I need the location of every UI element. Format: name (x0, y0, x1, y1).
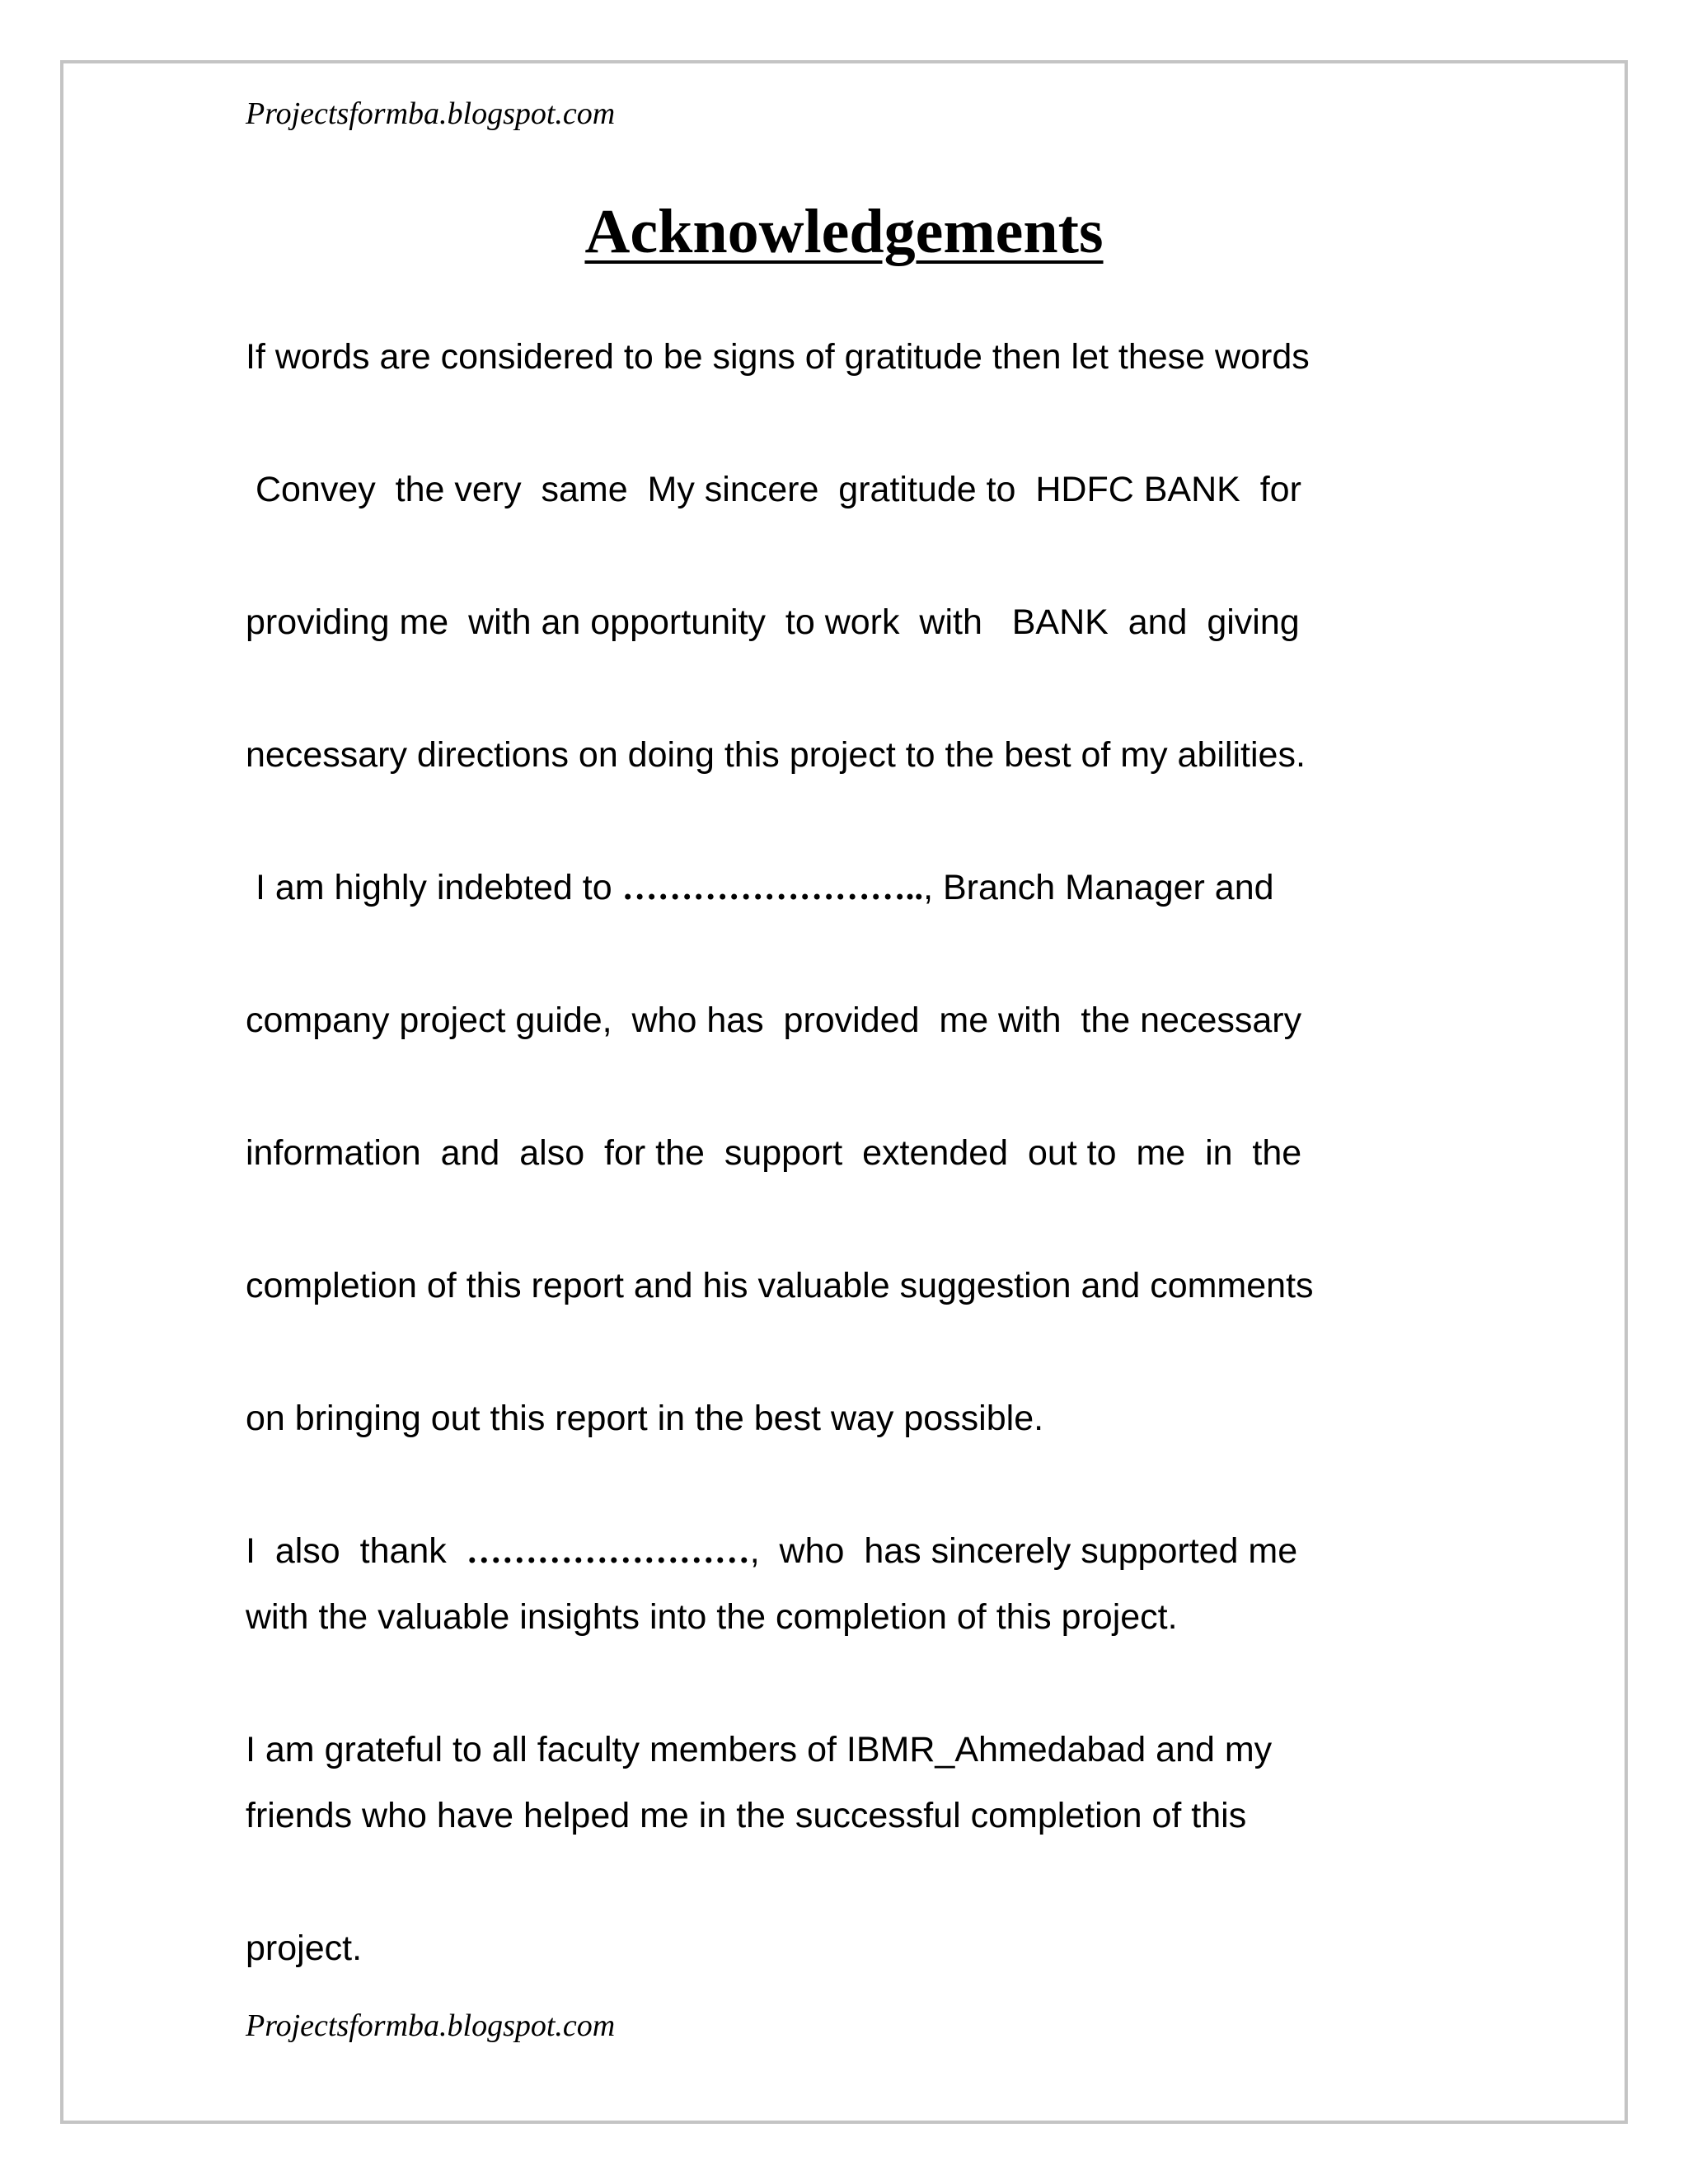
body-line-3: providing me with an opportunity to work with BANK and giving (246, 602, 1300, 642)
name-placeholder-dots: …………………… (466, 1532, 750, 1571)
body-line-5-start: I am highly indebted to (246, 868, 622, 907)
page-title (0, 196, 1688, 268)
footer-site-text: Projectsformba.blogspot.com (246, 2008, 616, 2043)
body-line-1: If words are considered to be signs of gratitude then let these words (246, 337, 1310, 377)
body-line-10-start: I also thank (246, 1531, 467, 1571)
body-line-11: with the valuable insights into the completion of this project. (246, 1597, 1178, 1637)
body-line-4: necessary directions on doing this project to the best of my abilities. (246, 735, 1306, 775)
body-line-2: Convey the very same My sincere gratitude to HDFC BANK for (246, 470, 1301, 509)
header-site-text: Projectsformba.blogspot.com (246, 96, 616, 131)
body-line-12: I am grateful to all faculty members of IBMR_Ahmedabad and my (246, 1730, 1273, 1769)
body-line-5-end: , Branch Manager and (923, 868, 1274, 907)
body-line-5 (246, 867, 1274, 909)
page-title-text: Acknowledgements (584, 197, 1104, 266)
body-line-8: completion of this report and his valuable suggestion and comments (246, 1266, 1314, 1305)
body-line-9: on bringing out this report in the best way possible. (246, 1399, 1044, 1438)
body-line-6: company project guide, who has provided me with the necessary (246, 1001, 1302, 1040)
body-line-7: information and also for the support extended out to me in the (246, 1133, 1302, 1173)
body-line-10-end: , who has sincerely supported me (749, 1531, 1298, 1571)
body-line-10 (246, 1530, 1297, 1572)
body-line-14: project. (246, 1929, 363, 1968)
body-line-13: friends who have helped me in the successful completion of this (246, 1796, 1247, 1835)
name-placeholder-dots: …………………….. (621, 869, 924, 907)
